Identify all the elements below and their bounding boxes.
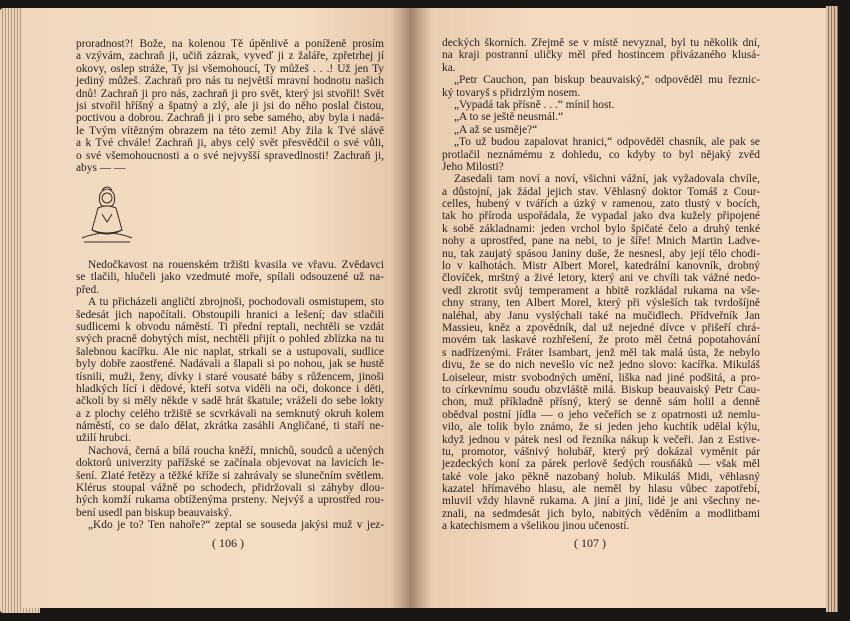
text-line: bení usedl pan biskup beauvaiský. xyxy=(76,506,232,519)
text-line: se tlačili, hlučeli jako vzedmuté moře, spílali odsouzené už na- xyxy=(76,271,384,284)
text-line: Massieu, kněz a zpovědník, dal už nejedné dívce v přišeří chrá- xyxy=(442,321,760,334)
page-number-left: ( 106 ) xyxy=(212,536,244,550)
text-line: Jeho Milosti? xyxy=(442,160,504,173)
text-line: vedl zkrotit svůj temperament a hbitě rozkládal rukama na vše- xyxy=(442,284,760,297)
text-line: a důstojní, jak žádal jejich stav. Věhlasný doktor Tomáš z Cour- xyxy=(442,185,760,198)
text-line: před. xyxy=(76,283,100,296)
text-line: to církevnímu soudu obzvláště milá. Biskup beauvaiský Petr Cau- xyxy=(442,383,760,396)
text-line: užilí hrubci. xyxy=(76,432,132,445)
text-line: nu, tak zaujatý spásou Janiny duše, že nesnesl, aby její tělo chodi- xyxy=(442,247,760,260)
text-line: okovy, oslep stráže, Ty jsi všemohoucí, Ty můžeš . . .! Už jen Ty xyxy=(76,62,384,75)
text-line: tísnili, muži, ženy, dívky i staré vousaté báby s růžencem, jinoši xyxy=(76,370,384,383)
text-line: Loiseleur, mistr svobodných umění, liška nad jiné podšitá, a pro- xyxy=(442,371,760,384)
text-line: znali, na sedmdesát jich bylo, nabitých věděním a modlitbami xyxy=(442,507,760,520)
left-text-block-1 xyxy=(76,38,384,174)
text-line: Nachová, černá a bílá roucha kněží, mnichů, soudců a učených xyxy=(88,444,384,457)
text-line: „Vypadá tak přísně . . .“ mínil host. xyxy=(454,98,615,111)
text-line: vilo, ale tolik bylo známo, že si jeden jeho kuchtík udělal kýlu, xyxy=(442,421,760,434)
right-text-block xyxy=(442,37,760,533)
text-line: když jednou v pátek nesl od řezníka nákup k večeři. Jan z Estive- xyxy=(442,433,760,446)
text-line: abys — — xyxy=(76,161,126,174)
text-line: „Kdo je to? Ten nahoře?“ zeptal se souseda jakýsi muž v jez- xyxy=(88,519,384,532)
text-line: „Petr Cauchon, pan biskup beauvaiský,“ odpověděl mu řeznic- xyxy=(454,74,760,87)
text-line: poctivou a dobrou. Zachraň ji i pro sebe samého, aby byla i nadá- xyxy=(76,112,384,125)
text-line: chny strany, ten Albert Morel, který při výsleších tak tvrdošíjně xyxy=(442,297,760,310)
text-line: šalebnou kacířku. Ale nic naplat, strkali se a ustupovali, sudlice xyxy=(76,345,384,358)
text-line: ačkoli by si měly někde v sadě hrát škatule; vráželi do sebe lokty xyxy=(76,395,384,408)
text-line: s nadřízenými. Fráter Isambart, jenž měl tak malá ústa, že nebylo xyxy=(442,346,760,359)
text-line: hých komží rukama obtíženýma prsteny. Nejvýš a uprostřed rou- xyxy=(76,494,384,507)
page-number-right: ( 107 ) xyxy=(574,536,606,550)
text-line: movém tak laskavé rozhřešení, že proto měl četná popotahování xyxy=(442,334,760,347)
text-line: Klérus stoupal vážně po schodech, přidržovali si záhyby dlou- xyxy=(76,482,384,495)
text-line: dnů! Zachraň ji pro nás, zachraň ji pro svět, který jsi stvořil! Svět xyxy=(76,87,384,100)
text-line: „To už budou zapalovat hranici,“ odpověděl chasník, ale pak se xyxy=(454,136,760,149)
text-line: divu, že se do nich nevešlo víc než jedno slovo: kacířka. Mikuláš xyxy=(442,359,760,372)
text-line: celles, hubený v tvářích a úzký v ramenou, zato tlustý v bocích, xyxy=(442,198,760,211)
text-line: jediný můžeš. Zachraň pro nás tu největší mravní hodnotu našich xyxy=(76,75,384,88)
text-line: na kraji postranní uličky měl před hostincem přivázaného klusá- xyxy=(442,49,760,62)
text-line: A tu přicházeli angličtí zbrojnoši, pochodovali osmistupem, sto xyxy=(88,296,384,309)
text-line: tak ho příroda uspořádala, že vypadal jako dva kužely připojené xyxy=(442,210,760,223)
text-line: o své všemohoucnosti a o své nejvyšší spravedlnosti! Zachraň ji, xyxy=(76,149,384,162)
text-line: Nedočkavost na rouenském tržišti kvasila ve vřavu. Zvědavci xyxy=(88,259,384,271)
text-line: náměstí, co se dalo dělat, zkrátka zasáhli Angličané, ti staří ne- xyxy=(76,420,384,433)
text-line: byly dobře zaostřené. Nadávali a šlapali si po nohou, jak se hustě xyxy=(76,358,384,371)
text-line: Zasedali tam noví a noví, všichni vážní, jak vyžadovala chvíle, xyxy=(454,173,760,186)
text-line: naléhal, aby Janu vyslýchali také na mučidlech. Přídveřník Jan xyxy=(442,309,760,322)
text-line: doktorů univerzity pařížské se začínala objevovat na lavicích le- xyxy=(76,457,384,470)
text-line: a katechismem a všelikou jinou učeností. xyxy=(442,520,630,533)
illustration-praying-figure xyxy=(78,180,136,246)
text-line: a z plochy celého tržiště se scvrkávali na semknutý okruh kolem xyxy=(76,407,384,420)
text-line: ka. xyxy=(442,61,456,74)
text-line: mluvil vždy hlavně rukama. A jiní a jiní, lidé je ani všechny ne- xyxy=(442,495,760,508)
text-line: „A až se usměje?“ xyxy=(454,123,538,136)
text-line: chon, muž příkladně přísný, který se denně sám holil a denně xyxy=(442,396,760,409)
text-line: kazatel hřímavého hlasu, ale neměl by hlasu vůbec zapotřebí, xyxy=(442,483,760,496)
text-line: deckých škorních. Zřejmě se v místě nevyznal, byl tu několik dní, xyxy=(442,37,760,49)
text-line: tu, promotor, vášnivý holubář, který prý dokázal vyměnit pár xyxy=(442,445,760,458)
text-line: a vzývám, zachraň ji, učiň zázrak, vyveď ji z žaláře, zpřetrhej jí xyxy=(76,50,384,63)
text-line: človíček, mrštný a živé letory, který ani ve chvíli tak vážné nedo- xyxy=(442,272,760,285)
text-line: a k Tvé chvále! Zachraň ji, abys celý svět přesvědčil o své vůli, xyxy=(76,137,384,150)
text-line: lo v kalhotách. Mistr Albert Morel, katedrální kanovník, drobný xyxy=(442,260,760,273)
text-line: proradnost?! Bože, na kolenou Tě úpěnlivě a poníženě prosím xyxy=(76,38,384,50)
text-line: hladkých lící i dědové, kteří sotva viděli na oči, dokonce i děti, xyxy=(76,382,384,395)
text-line: šedesát jich napočítali. Obstoupili hranici a lešení; dav stlačili xyxy=(76,308,384,321)
left-text-block-2 xyxy=(76,259,384,532)
text-line: protlačil neznámému z dohledu, co kdyby to byl nějaký zvěd xyxy=(442,148,760,161)
text-line: také vole jako pěkně nazobaný holub. Mikuláš Midi, věhlasný xyxy=(442,470,760,483)
text-line: šení. Zlaté řetězy a těžké kříže si zahrávaly se slunečním světlem. xyxy=(76,469,384,482)
page-edges-right xyxy=(826,6,838,612)
text-line: ký tovaryš s přidrzlým nosem. xyxy=(442,86,581,99)
text-line: le Tvým vítězným obrazem na této zemi! Aby žila k Tvé slávě xyxy=(76,124,384,137)
text-line: nohy a uprostřed, pane na nebi, to je šíře! Mnich Martin Ladve- xyxy=(442,235,760,248)
text-line: jsi stvořil hříšný a špatný a zlý, ale ji jsi do něho poslal čistou, xyxy=(76,99,384,112)
text-line: obědval postní jídla — o jeho večeřích se z opatrnosti už nemlu- xyxy=(442,408,760,421)
text-line: „A to se ještě neusmál.“ xyxy=(454,111,564,124)
text-line: jezdeckých koní za párek perlově šedých rousňáků — však měl xyxy=(442,458,760,471)
text-line: svých pracně dobytých míst, nechtěli přijít o pohled zblízka na tu xyxy=(76,333,384,346)
text-line: k sobě základnami: jeden vrchol bylo špičaté čelo a druhý tenké xyxy=(442,222,760,235)
text-line: sudlicemi k obvodu náměstí. Ti přední reptali, nechtěli se vzdát xyxy=(76,320,384,333)
